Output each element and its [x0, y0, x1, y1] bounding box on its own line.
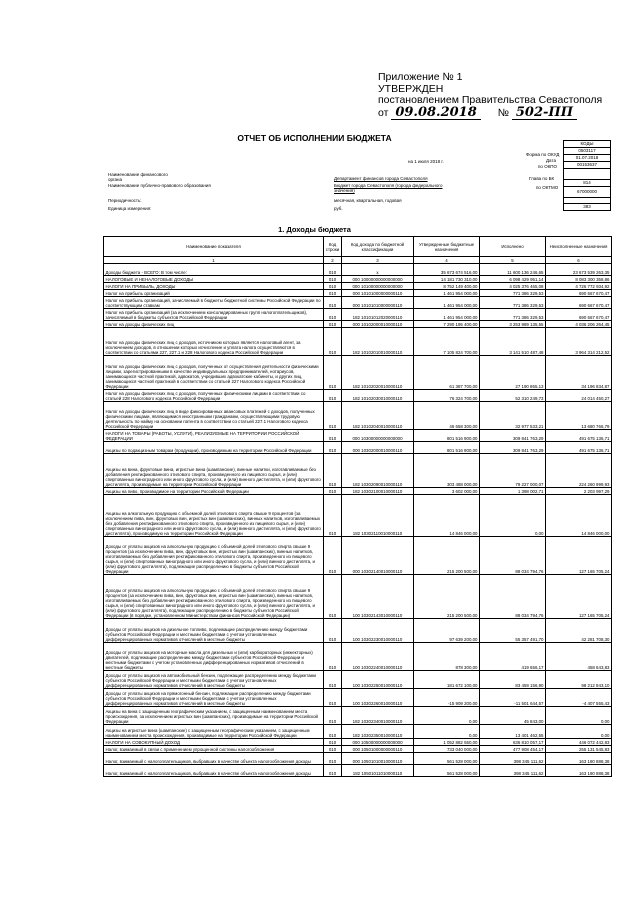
- cell-left: 13 680 766,79: [546, 402, 612, 430]
- cell-done: 477 908 454,17: [480, 746, 546, 753]
- cell-done: 32 977 533,21: [480, 402, 546, 430]
- cell-done: 83 459 156,90: [480, 671, 546, 689]
- cell-kbk: 182 10302110010000110: [342, 495, 414, 537]
- cell-left: 98 212 943,10: [546, 671, 612, 689]
- cell-code: 010: [324, 328, 342, 356]
- oktmo-code: 67000000: [564, 187, 611, 198]
- cell-kbk: 000 10300000000000000: [342, 430, 414, 442]
- table-row: [104, 488, 612, 495]
- cell-left: 163 180 888,38: [546, 753, 612, 765]
- cell-done: 4 025 376 465,08: [480, 283, 546, 290]
- cell-code: 010: [324, 707, 342, 725]
- cell-left: 4 036 206 264,45: [546, 321, 612, 328]
- cell-kbk: 100 10302230010000110: [342, 619, 414, 643]
- table-row: [104, 707, 612, 725]
- budget-label: Наименование публично-правового образования: [108, 183, 211, 188]
- cell-done: 398 345 111,62: [480, 753, 546, 765]
- okpo-label: по ОКПО: [538, 164, 558, 169]
- cell-code: 010: [324, 739, 342, 746]
- cell-name: Доходы бюджета - ВСЕГО: В том числе:: [104, 264, 324, 276]
- table-row: [104, 454, 612, 488]
- table-row: [104, 402, 612, 430]
- fin-org-label: Наименование финансового органа: [108, 172, 168, 182]
- okei-code: 383: [564, 204, 611, 211]
- cell-kbk: 000 10500000000000000: [342, 739, 414, 746]
- period-value: месячная, квартальная, годовая: [334, 198, 402, 203]
- form-okud-label: Форма по ОКУД: [526, 152, 560, 157]
- period-label: Периодичность:: [108, 198, 142, 203]
- cell-kbk: 000 10302140010000110: [342, 537, 414, 575]
- codes-title: КОДЫ: [564, 141, 611, 148]
- table-row: [104, 575, 612, 619]
- table-row: [104, 495, 612, 537]
- cell-kbk: 000 10302000010000110: [342, 442, 414, 454]
- cell-code: 010: [324, 264, 342, 276]
- cell-name: Налог на доходы физических лиц: [104, 321, 324, 328]
- table-row: [104, 746, 612, 753]
- cell-code: 010: [324, 442, 342, 454]
- cell-done: 11 600 136 246,65: [480, 264, 546, 276]
- cell-name: НАЛОГОВЫЕ И НЕНАЛОГОВЫЕ ДОХОДЫ: [104, 276, 324, 283]
- table-header-row: [104, 237, 612, 257]
- cell-kbk: 100 10302240010000110: [342, 643, 414, 671]
- cell-kbk: 000 10102000010000110: [342, 321, 414, 328]
- cell-name: Доходы от уплаты акцизов на автомобильный бензин, подлежащие распределению между бюджетами субъектов Российской Федерации и местными бюджетами с учетом установленных дифференцированных нормативов отчислений в местные бюджеты: [104, 671, 324, 689]
- cell-name: Акцизы на вина с защищенным географическим указанием, с защищенным наименованием места происхождения, за исключением игристых вин (шампанских), производимые на территории Российской Федерации: [104, 707, 324, 725]
- table-row: [104, 328, 612, 356]
- cell-done: 771 386 329,53: [480, 297, 546, 309]
- cell-left: 690 567 670,47: [546, 297, 612, 309]
- cell-done: 0,00: [480, 495, 546, 537]
- cell-done: 309 841 763,29: [480, 442, 546, 454]
- table-row: [104, 283, 612, 290]
- cell-done: 79 227 000,07: [480, 454, 546, 488]
- fin-org-name: Департамент финансов города Севастополя: [334, 176, 428, 181]
- cell-plan: 561 528 000,00: [414, 753, 480, 765]
- cell-plan: 1 052 882 550,00: [414, 739, 480, 746]
- appendix-number: 502-ПП: [512, 107, 577, 120]
- report-date: на 1 июля 2018 г.: [408, 159, 444, 164]
- cell-plan: 0,00: [414, 725, 480, 739]
- appendix-date: 09.08.2018: [391, 107, 480, 120]
- cell-done: 3 141 510 487,48: [480, 328, 546, 356]
- cell-left: 4 726 772 934,92: [546, 283, 612, 290]
- cell-kbk: 100 10302250010000110: [342, 671, 414, 689]
- cell-left: 458 643,83: [546, 643, 612, 671]
- cell-code: 010: [324, 753, 342, 765]
- income-table: [103, 236, 612, 777]
- cell-name: Акцизы на игристые вина (шампанские) с защищенным географическим указанием, с защищенным наименованием места происхождения, производимые на территории Российской Федерации: [104, 725, 324, 739]
- cell-name: Акцизы на вина, фруктовые вина, игристые вина (шампанские), винные напитки, изготавливаемые без добавления ректификованного этилового спирта, произведенного из пищевого сырья, и (или) спиртованных виноградного или иного фруктового сусла, и (или) винного дистиллята, и (или) фруктового дистиллята, производимые на территории Российской Федерации: [104, 454, 324, 488]
- cell-kbk: 182 10302350010000110: [342, 725, 414, 739]
- col-num: 5: [480, 257, 546, 264]
- table-row: [104, 264, 612, 276]
- cell-left: 0,00: [546, 707, 612, 725]
- cell-done: 52 310 249,73: [480, 390, 546, 402]
- header-kbk: Код дохода по бюджетной классификации: [342, 237, 414, 257]
- cell-done: 771 386 329,53: [480, 309, 546, 321]
- cell-left: 127 165 705,24: [546, 575, 612, 619]
- cell-done: -11 501 644,57: [480, 689, 546, 707]
- cell-code: 010: [324, 725, 342, 739]
- cell-left: 690 567 670,47: [546, 309, 612, 321]
- cell-left: 0,00: [546, 725, 612, 739]
- cell-done: 636 810 057,17: [480, 739, 546, 746]
- cell-name: Налог на доходы физических лиц с доходов, источником которых является налоговый агент, за исключением доходов, в отношении которых исчисление и уплата налога осуществляются в соответствии со статьями 227, 227.1 и 228 Налогового кодекса Российской Федерации: [104, 328, 324, 356]
- table-row: [104, 321, 612, 328]
- cell-plan: 14 846 000,00: [414, 495, 480, 537]
- cell-kbk: 000 10100000000000000: [342, 283, 414, 290]
- cell-plan: 35 673 674 516,00: [414, 264, 480, 276]
- cell-done: 27 190 865,13: [480, 356, 546, 390]
- unit-label: Единица измерения:: [108, 206, 152, 211]
- header-done: Исполнено: [480, 237, 546, 257]
- table-row: [104, 739, 612, 746]
- table-row: [104, 297, 612, 309]
- cell-plan: 801 516 900,00: [414, 430, 480, 442]
- table-row: [104, 537, 612, 575]
- cell-name: Доходы от уплаты акцизов на прямогонный бензин, подлежащие распределению между бюджетами субъектов Российской Федерации и местными бюджетами с учетом установленных дифференцированных нормативов отчислений в местные бюджеты: [104, 689, 324, 707]
- cell-plan: 801 516 900,00: [414, 442, 480, 454]
- table-row: [104, 442, 612, 454]
- table-row: [104, 309, 612, 321]
- appendix-block: [378, 72, 623, 120]
- cell-plan: 61 387 700,00: [414, 356, 480, 390]
- cell-name: Налог на прибыль организаций: [104, 290, 324, 297]
- cell-code: 010: [324, 356, 342, 390]
- blank-code: [564, 169, 611, 180]
- cell-kbk: 000 10101010000000110: [342, 297, 414, 309]
- cell-kbk: 000 10000000000000000: [342, 276, 414, 283]
- cell-done: 13 401 462,55: [480, 725, 546, 739]
- cell-kbk: 182 10501011010000110: [342, 765, 414, 777]
- cell-code: 010: [324, 575, 342, 619]
- cell-code: 010: [324, 643, 342, 671]
- cell-code: 010: [324, 671, 342, 689]
- table-row: [104, 356, 612, 390]
- cell-name: Доходы от уплаты акцизов на алкогольную продукцию с объемной долей этилового спирта свыше 9 процентов (за исключением пива, вин, фруктовых вин, игристых вин (шампанских), винных напитков, изготавливаемых без добавления ректификованного этилового спирта, произведенного из пищевого сырья, и (или) спиртованных виноградного или иного фруктового сусла, и (или) винного дистиллята, и (или) фруктового дистиллята), подлежащие распределению в бюджеты субъектов Российской Федерации (в порядке, установленном Министерством финансов Российской Федерации): [104, 575, 324, 619]
- cell-plan: 76 324 700,00: [414, 390, 480, 402]
- cell-plan: 0,00: [414, 707, 480, 725]
- cell-code: 010: [324, 454, 342, 488]
- table-row: [104, 643, 612, 671]
- cell-code: 010: [324, 689, 342, 707]
- cell-code: 010: [324, 297, 342, 309]
- table-row: [104, 276, 612, 283]
- cell-code: 010: [324, 402, 342, 430]
- date-label: Дата: [546, 158, 556, 163]
- cell-done: 88 034 794,76: [480, 575, 546, 619]
- glava-code: 814: [564, 180, 611, 187]
- table-body: [104, 264, 612, 777]
- cell-plan: 1 461 954 000,00: [414, 290, 480, 297]
- cell-plan: 303 488 000,00: [414, 454, 480, 488]
- cell-plan: 1 461 954 000,00: [414, 297, 480, 309]
- cell-code: 010: [324, 765, 342, 777]
- cell-done: 6 098 429 951,14: [480, 276, 546, 283]
- table-row: [104, 725, 612, 739]
- report-header: [108, 140, 558, 220]
- cell-left: 23 673 539 263,35: [546, 264, 612, 276]
- cell-name: Доходы от уплаты акцизов на моторные масла для дизельных и (или) карбюраторных (инжекторных) двигателей, подлежащие распределению между бюджетами субъектов Российской Федерации и местными бюджетами с учетом установленных дифференцированных нормативов отчислений в местные бюджеты: [104, 643, 324, 671]
- cell-code: 010: [324, 283, 342, 290]
- cell-kbk: 000 10501000000000110: [342, 746, 414, 753]
- col-num: 3: [342, 257, 414, 264]
- col-num: 1: [104, 257, 324, 264]
- cell-left: 127 165 705,24: [546, 537, 612, 575]
- cell-left: 224 260 999,93: [546, 454, 612, 488]
- cell-code: 010: [324, 495, 342, 537]
- cell-plan: 215 200 500,00: [414, 575, 480, 619]
- cell-done: 771 386 329,53: [480, 290, 546, 297]
- cell-done: 3 253 989 135,55: [480, 321, 546, 328]
- appendix-num-label: №: [497, 106, 509, 119]
- cell-done: 88 034 794,76: [480, 537, 546, 575]
- cell-code: 010: [324, 309, 342, 321]
- cell-plan: 7 105 824 700,00: [414, 328, 480, 356]
- form-okud-code: 0503117: [564, 148, 611, 155]
- cell-kbk: 182 10101012020000110: [342, 309, 414, 321]
- cell-kbk: 000 10101000000000110: [342, 290, 414, 297]
- cell-left: 34 196 834,87: [546, 356, 612, 390]
- cell-kbk: 000 10501010010000110: [342, 753, 414, 765]
- cell-plan: 181 672 100,00: [414, 671, 480, 689]
- cell-code: 010: [324, 537, 342, 575]
- cell-plan: 14 181 730 310,00: [414, 276, 480, 283]
- cell-kbk: 182 10102020010000110: [342, 356, 414, 390]
- table-row: [104, 390, 612, 402]
- header-code: Код строки: [324, 237, 342, 257]
- cell-name: Доходы от уплаты акцизов на алкогольную продукцию с объемной долей этилового спирта свыше 9 процентов (за исключением пива, вин, фруктовых вин, игристых вин (шампанских), винных напитков, изготавливаемых без добавления ректификованного этилового спирта, произведенного из пищевого сырья, и (или) спиртованных виноградного или иного фруктового сусла, и (или) винного дистиллята, и (или) фруктового дистиллята), подлежащие распределению в бюджеты субъектов Российской Федерации: [104, 537, 324, 575]
- cell-name: Налог на доходы физических лиц в виде фиксированных авансовых платежей с доходов, полученных физическими лицами, являющимися иностранными гражданами, осуществляющими трудовую деятельность по найму на основании патента в соответствии со статьей 227.1 Налогового кодекса Российской Федерации: [104, 402, 324, 430]
- cell-code: 010: [324, 390, 342, 402]
- cell-kbk: 100 10302143010000110: [342, 575, 414, 619]
- cell-left: 14 846 000,00: [546, 495, 612, 537]
- cell-name: НАЛОГИ НА ТОВАРЫ (РАБОТЫ, УСЛУГИ), РЕАЛИЗУЕМЫЕ НА ТЕРРИТОРИИ РОССИЙСКОЙ ФЕДЕРАЦИИ: [104, 430, 324, 442]
- appendix-date-row: [378, 104, 623, 120]
- cell-code: 010: [324, 619, 342, 643]
- cell-name: Налог на доходы физических лиц с доходов, полученных от осуществления деятельности физическими лицами, зарегистрированными в качестве индивидуальных предпринимателей, нотариусов, занимающихся частной практикой, адвокатов, учредивших адвокатские кабинеты, и других лиц, занимающихся частной практикой в соответствии со статьей 227 Налогового кодекса Российской Федерации: [104, 356, 324, 390]
- cell-plan: 46 658 300,00: [414, 402, 480, 430]
- table-row: [104, 430, 612, 442]
- table-row: [104, 290, 612, 297]
- table-row: [104, 671, 612, 689]
- header-left: Неисполненные назначения: [546, 237, 612, 257]
- cell-left: 2 203 997,29: [546, 488, 612, 495]
- okpo-code: 00153637: [564, 162, 611, 169]
- cell-kbk: 182 10102030010000110: [342, 390, 414, 402]
- cell-left: 8 083 300 358,86: [546, 276, 612, 283]
- appendix-line3: постановлением Правительства Севастополя: [378, 94, 603, 106]
- cell-plan: 8 752 149 400,00: [414, 283, 480, 290]
- cell-plan: 878 300,00: [414, 643, 480, 671]
- cell-plan: -15 909 200,00: [414, 689, 480, 707]
- cell-code: 010: [324, 290, 342, 297]
- cell-done: 55 357 491,70: [480, 619, 546, 643]
- table-row: [104, 689, 612, 707]
- table-row: [104, 765, 612, 777]
- cell-kbk: x: [342, 264, 414, 276]
- cell-left: 42 281 708,30: [546, 619, 612, 643]
- cell-name: Налог, взимаемый в связи с применением упрощенной системы налогообложения: [104, 746, 324, 753]
- cell-code: 010: [324, 488, 342, 495]
- cell-code: 010: [324, 276, 342, 283]
- cell-name: Налог на прибыль организаций (за исключением консолидированных групп налогоплательщиков), зачисляемый в бюджеты субъектов Российской Федерации: [104, 309, 324, 321]
- cell-name: Акцизы по подакцизным товарам (продукции), производимым на территории Российской Федерации: [104, 442, 324, 454]
- section-title: 1. Доходы бюджета: [278, 225, 351, 234]
- cell-left: 3 964 314 212,52: [546, 328, 612, 356]
- unit-value: руб.: [334, 206, 343, 211]
- cell-kbk: 182 10102040010000110: [342, 402, 414, 430]
- oktmo-label: по ОКТМО: [536, 185, 559, 190]
- cell-left: 163 180 888,38: [546, 765, 612, 777]
- cell-plan: 7 290 195 400,00: [414, 321, 480, 328]
- cell-name: Налог, взимаемый с налогоплательщиков, выбравших в качестве объекта налогообложения доходы: [104, 765, 324, 777]
- cell-done: 419 656,17: [480, 643, 546, 671]
- header-name: Наименование показателя: [104, 237, 324, 257]
- cell-left: 446 072 442,83: [546, 739, 612, 746]
- cell-name: Доходы от уплаты акцизов на дизельное топливо, подлежащие распределению между бюджетами субъектов Российской Федерации и местными бюджетами с учетом установленных дифференцированных нормативов отчислений в местные бюджеты: [104, 619, 324, 643]
- col-num: 6: [546, 257, 612, 264]
- cell-left: 491 675 136,71: [546, 430, 612, 442]
- cell-done: 45 843,00: [480, 707, 546, 725]
- cell-code: 010: [324, 430, 342, 442]
- header-plan: Утвержденные бюджетные назначения: [414, 237, 480, 257]
- cell-plan: 97 639 200,00: [414, 619, 480, 643]
- glava-label: Глава по БК: [529, 176, 555, 181]
- codes-box: [563, 140, 611, 211]
- col-num: 2: [324, 257, 342, 264]
- cell-left: 491 675 136,71: [546, 442, 612, 454]
- cell-left: 255 131 545,83: [546, 746, 612, 753]
- column-number-row: [104, 257, 612, 264]
- cell-kbk: 182 10302090010000110: [342, 454, 414, 488]
- appendix-line2: УТВЕРЖДЕН: [378, 82, 444, 95]
- cell-done: 398 345 111,62: [480, 765, 546, 777]
- table-row: [104, 753, 612, 765]
- cell-plan: 733 040 000,00: [414, 746, 480, 753]
- date-code: 01.07.2018: [564, 155, 611, 162]
- cell-left: -4 407 555,43: [546, 689, 612, 707]
- cell-name: НАЛОГИ НА СОВОКУПНЫЙ ДОХОД: [104, 739, 324, 746]
- cell-name: Налог на доходы физических лиц с доходов, полученных физическими лицами в соответствии со статьей 228 Налогового кодекса Российской Федерации: [104, 390, 324, 402]
- cell-left: 690 567 670,47: [546, 290, 612, 297]
- cell-done: 1 398 002,71: [480, 488, 546, 495]
- cell-plan: 561 528 000,00: [414, 765, 480, 777]
- cell-name: Налог, взимаемый с налогоплательщиков, выбравших в качестве объекта налогообложения доходы: [104, 753, 324, 765]
- cell-kbk: 182 10302340010000110: [342, 707, 414, 725]
- report-title: ОТЧЕТ ОБ ИСПОЛНЕНИИ БЮДЖЕТА: [237, 133, 392, 143]
- cell-name: НАЛОГИ НА ПРИБЫЛЬ, ДОХОДЫ: [104, 283, 324, 290]
- col-num: 4: [414, 257, 480, 264]
- cell-plan: 215 200 500,00: [414, 537, 480, 575]
- cell-name: Акцизы на алкогольную продукцию с объемной долей этилового спирта свыше 9 процентов (за исключением пива, вин, фруктовых вин, игристых вин (шампанских), винных напитков, изготавливаемых без добавления ректификованного этилового спирта, произведенного из пищевого сырья, и (или) спиртованных виноградного или иного фруктового сусла, и (или) винного дистиллята, и (или) фруктового дистиллята), производимую на территории Российской Федерации: [104, 495, 324, 537]
- cell-done: 309 841 763,29: [480, 430, 546, 442]
- cell-plan: 1 461 954 000,00: [414, 309, 480, 321]
- cell-plan: 3 602 000,00: [414, 488, 480, 495]
- cell-name: Налог на прибыль организаций, зачисляемый в бюджеты бюджетной системы Российской Федерации по соответствующим ставкам: [104, 297, 324, 309]
- cell-kbk: 182 10302100010000110: [342, 488, 414, 495]
- cell-code: 010: [324, 746, 342, 753]
- cell-kbk: 100 10302260010000110: [342, 689, 414, 707]
- cell-code: 010: [324, 321, 342, 328]
- cell-name: Акцизы на пиво, производимое на территории Российской Федерации: [104, 488, 324, 495]
- appendix-from: от: [378, 106, 389, 119]
- cell-kbk: 182 10102010010000110: [342, 328, 414, 356]
- appendix-line1: Приложение № 1: [378, 71, 463, 83]
- table-row: [104, 619, 612, 643]
- cell-left: 24 014 450,27: [546, 390, 612, 402]
- budget-name: Бюджет города Севастополя (города федерального значения): [334, 183, 443, 193]
